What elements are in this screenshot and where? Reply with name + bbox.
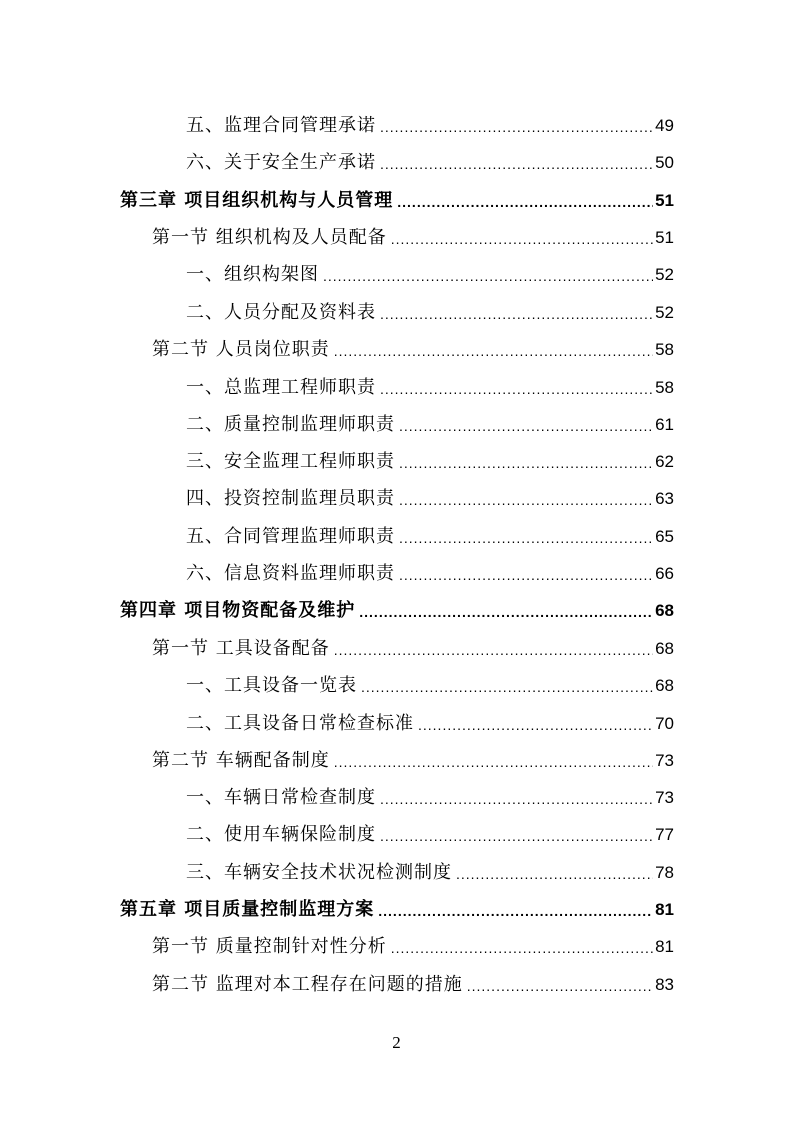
toc-entry-title: 五、合同管理监理师职责 [186, 526, 395, 547]
toc-entry-page: 61 [655, 415, 674, 434]
toc-leader-dots [399, 493, 653, 507]
toc-entry[interactable] [186, 100, 674, 137]
toc-entry-title: 二、使用车辆保险制度 [186, 824, 376, 845]
toc-entry-chapter[interactable] [120, 884, 674, 921]
toc-leader-dots [334, 344, 653, 358]
toc-entry-section[interactable] [152, 959, 674, 996]
toc-entry-title: 四、投资控制监理员职责 [186, 488, 395, 509]
toc-entry-page: 63 [655, 489, 674, 508]
toc-entry-title: 第二节 车辆配备制度 [152, 750, 330, 771]
toc-entry-page: 70 [655, 714, 674, 733]
toc-leader-dots [418, 718, 653, 732]
toc-entry-page: 52 [655, 265, 674, 284]
toc-entry-title: 第一节 工具设备配备 [152, 638, 330, 659]
toc-leader-dots [380, 157, 653, 171]
toc-entry[interactable] [186, 660, 674, 697]
toc-entry-title: 一、车辆日常检查制度 [186, 787, 376, 808]
toc-entry-title: 第一节 质量控制针对性分析 [152, 936, 387, 957]
toc-entry-page: 73 [655, 751, 674, 770]
toc-entry[interactable] [186, 399, 674, 436]
toc-leader-dots [334, 755, 653, 769]
toc-entry-title: 第二节 监理对本工程存在问题的措施 [152, 974, 463, 995]
toc-entry-chapter[interactable] [120, 175, 674, 212]
toc-entry[interactable] [186, 249, 674, 286]
toc-entry-page: 50 [655, 153, 674, 172]
toc-leader-dots [323, 269, 653, 283]
toc-leader-dots [399, 456, 653, 470]
toc-leader-dots [380, 829, 653, 843]
toc-entry-chapter[interactable] [120, 585, 674, 622]
toc-entry-title: 第五章 项目质量控制监理方案 [120, 899, 375, 920]
toc-entry-section[interactable] [152, 212, 674, 249]
toc-entry-page: 49 [655, 116, 674, 135]
toc-entry[interactable] [186, 362, 674, 399]
toc-entry-title: 二、工具设备日常检查标准 [186, 713, 414, 734]
toc-leader-dots [359, 605, 653, 619]
toc-entry[interactable] [186, 698, 674, 735]
toc-entry[interactable] [186, 473, 674, 510]
toc-entry-page: 58 [655, 378, 674, 397]
toc-leader-dots [456, 867, 653, 881]
toc-entry-title: 五、监理合同管理承诺 [186, 115, 376, 136]
toc-leader-dots [334, 643, 653, 657]
toc-entry-page: 78 [655, 863, 674, 882]
toc-entry-page: 83 [655, 975, 674, 994]
toc-entry-section[interactable] [152, 921, 674, 958]
toc-entry[interactable] [186, 511, 674, 548]
toc-entry-page: 51 [655, 228, 674, 247]
toc-entry-title: 三、安全监理工程师职责 [186, 451, 395, 472]
toc-entry-page: 77 [655, 825, 674, 844]
toc-entry[interactable] [186, 137, 674, 174]
toc-entry-section[interactable] [152, 623, 674, 660]
toc-entry-title: 一、工具设备一览表 [186, 675, 357, 696]
toc-entry-page: 68 [655, 639, 674, 658]
toc-entry-section[interactable] [152, 324, 674, 361]
toc-leader-dots [391, 941, 653, 955]
toc-leader-dots [378, 904, 653, 918]
toc-entry-title: 二、人员分配及资料表 [186, 302, 376, 323]
toc-leader-dots [399, 531, 653, 545]
toc-entry-title: 六、信息资料监理师职责 [186, 563, 395, 584]
toc-entry[interactable] [186, 772, 674, 809]
toc-entry-title: 二、质量控制监理师职责 [186, 414, 395, 435]
page-number: 2 [392, 1033, 401, 1052]
toc-entry-title: 第二节 人员岗位职责 [152, 339, 330, 360]
toc-leader-dots [380, 382, 653, 396]
toc-leader-dots [399, 419, 653, 433]
toc-leader-dots [391, 232, 653, 246]
toc-entry-page: 81 [655, 937, 674, 956]
toc-entry[interactable] [186, 436, 674, 473]
toc-entry-page: 52 [655, 303, 674, 322]
toc-entry-title: 第一节 组织机构及人员配备 [152, 227, 387, 248]
toc-leader-dots [380, 120, 653, 134]
toc-leader-dots [399, 568, 653, 582]
toc-entry-title: 第四章 项目物资配备及维护 [120, 600, 356, 621]
toc-leader-dots [380, 307, 653, 321]
toc-entry[interactable] [186, 809, 674, 846]
toc-entry-title: 一、总监理工程师职责 [186, 377, 376, 398]
toc-entry-page: 58 [655, 340, 674, 359]
toc-entry-page: 62 [655, 452, 674, 471]
toc-entry-title: 六、关于安全生产承诺 [186, 152, 376, 173]
toc-entry-page: 68 [655, 676, 674, 695]
toc-leader-dots [361, 680, 653, 694]
toc-entry-title: 一、组织构架图 [186, 264, 319, 285]
toc-entry-page: 65 [655, 527, 674, 546]
toc-entry-section[interactable] [152, 735, 674, 772]
toc-entry-title: 三、车辆安全技术状况检测制度 [186, 862, 452, 883]
toc-entry[interactable] [186, 847, 674, 884]
toc-entry[interactable] [186, 287, 674, 324]
toc-entry-title: 第三章 项目组织机构与人员管理 [120, 190, 394, 211]
toc-entry-page: 73 [655, 788, 674, 807]
toc-entry-page: 81 [655, 900, 674, 919]
toc-leader-dots [467, 979, 653, 993]
toc-entry-page: 51 [655, 191, 674, 210]
toc-leader-dots [397, 195, 653, 209]
toc-entry-page: 66 [655, 564, 674, 583]
toc-entry-page: 68 [655, 601, 674, 620]
toc-entry[interactable] [186, 548, 674, 585]
toc-leader-dots [380, 792, 653, 806]
